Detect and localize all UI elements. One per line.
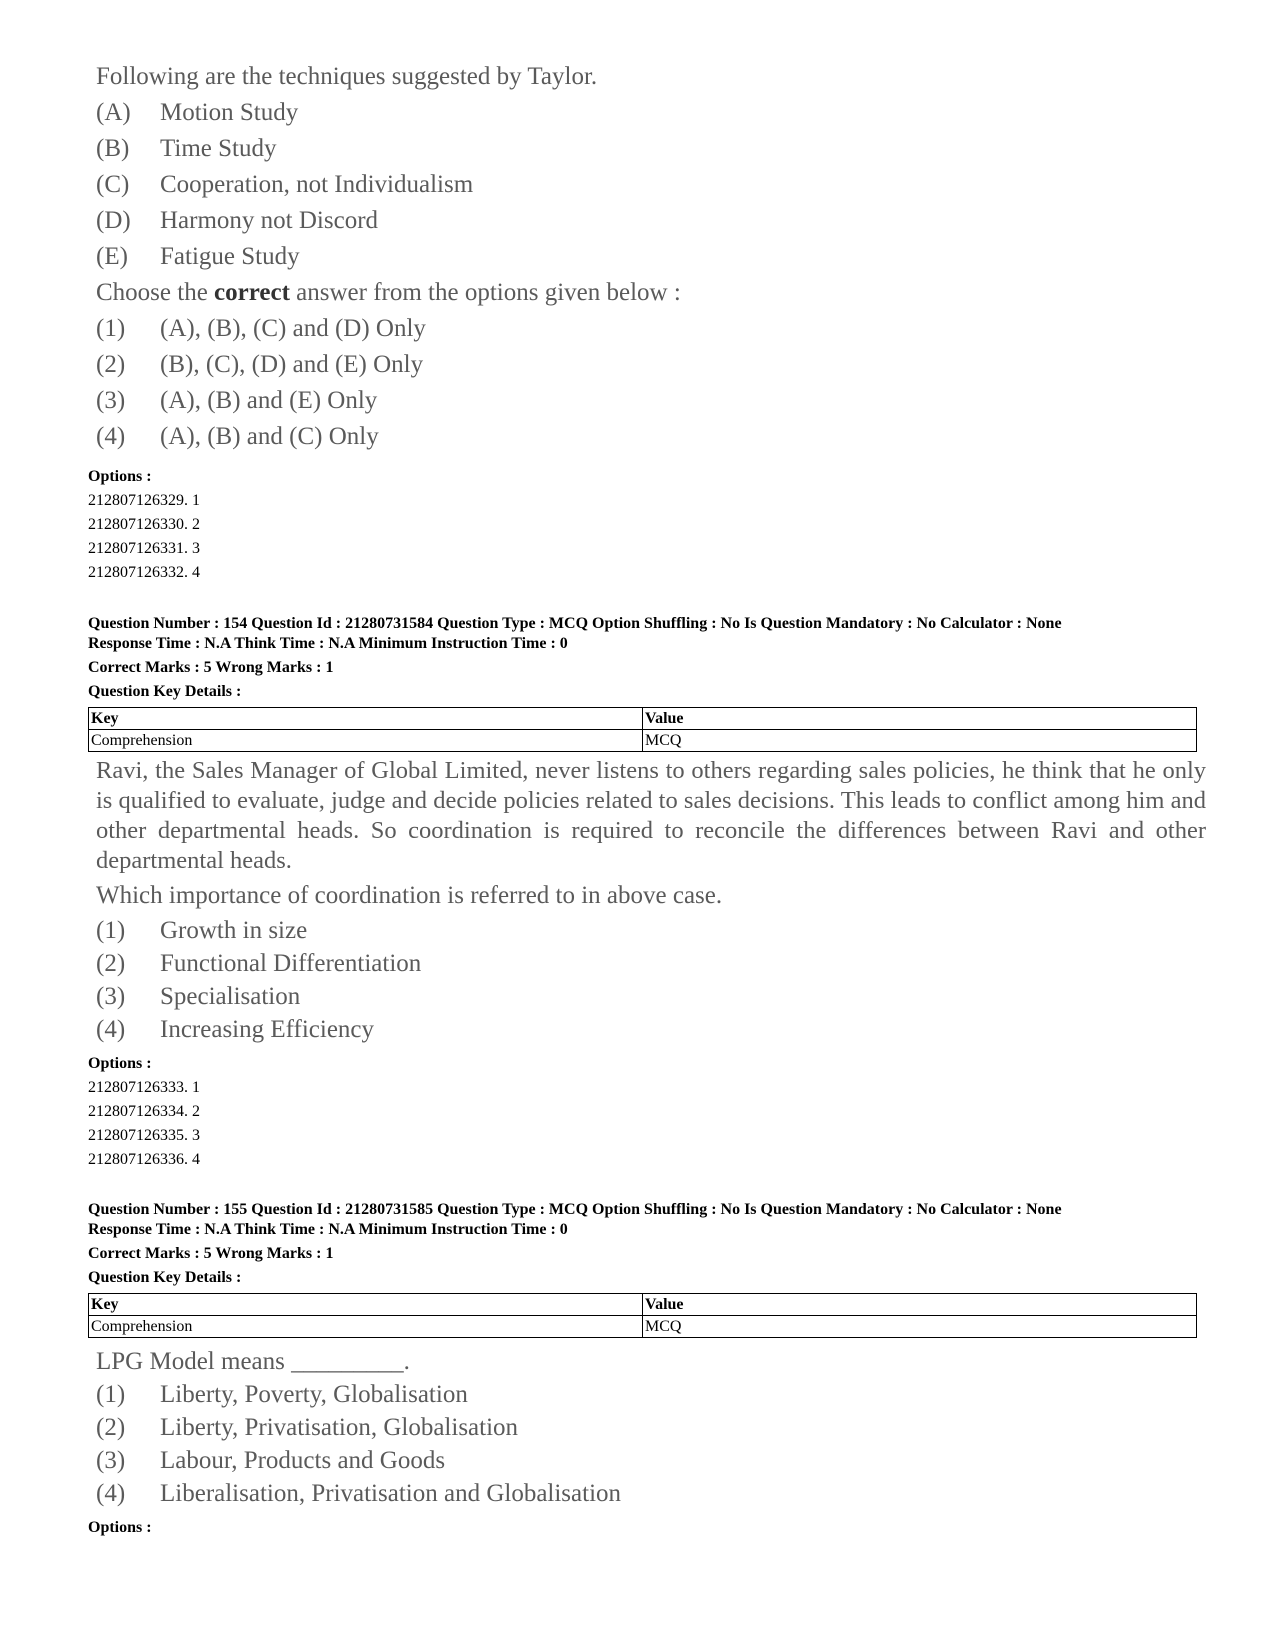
item-label: (C) xyxy=(96,171,130,198)
table-cell-value: MCQ xyxy=(643,730,1197,752)
key-details-label: Question Key Details : xyxy=(88,1269,242,1286)
q155-answer-4 xyxy=(96,1477,621,1510)
instruction-post: answer from the options given below : xyxy=(289,279,681,306)
option-id: 212807126329. 1 xyxy=(88,492,200,509)
item-label: (A) xyxy=(96,99,131,126)
key-details-label: Question Key Details : xyxy=(88,683,242,700)
answer-text: Liberty, Privatisation, Globalisation xyxy=(160,1414,519,1441)
q155-answer-1 xyxy=(96,1378,621,1411)
answer-label: (1) xyxy=(96,917,126,944)
answer-text: (A), (B) and (E) Only xyxy=(160,387,378,414)
q155-question-image xyxy=(96,1345,621,1510)
q155-answer-2 xyxy=(96,1411,621,1444)
item-label: (E) xyxy=(96,243,128,270)
q153-answer-3 xyxy=(96,383,681,419)
answer-label: (4) xyxy=(96,1480,126,1507)
item-text: Motion Study xyxy=(160,99,299,126)
answer-label: (3) xyxy=(96,1447,126,1474)
option-id: 212807126331. 3 xyxy=(88,540,200,557)
marks-line: Correct Marks : 5 Wrong Marks : 1 xyxy=(88,659,334,676)
answer-label: (3) xyxy=(96,983,126,1010)
table-header-value: Value xyxy=(643,708,1197,730)
answer-text: (B), (C), (D) and (E) Only xyxy=(160,351,424,378)
answer-text: Liberalisation, Privatisation and Globalisation xyxy=(160,1480,622,1507)
q153-options xyxy=(88,465,200,585)
q154-passage: Ravi, the Sales Manager of Global Limited, never listens to others regarding sales policies, he think that he only is qualified to evaluate, judge and decide policies related to sales decisions. This leads to conflict among him and other departmental heads. So coordination is required to reconcile the differences between Ravi and other departmental heads. xyxy=(96,757,1206,874)
answer-text: Growth in size xyxy=(160,917,308,944)
q154-question-image xyxy=(96,756,1206,1046)
item-text: Cooperation, not Individualism xyxy=(160,171,474,198)
answer-text: Functional Differentiation xyxy=(160,950,422,977)
option-id: 212807126332. 4 xyxy=(88,564,200,581)
q153-question-image xyxy=(96,59,681,455)
option-id: 212807126336. 4 xyxy=(88,1151,200,1168)
answer-label: (3) xyxy=(96,387,126,414)
q153-instruction xyxy=(96,275,681,311)
q154-answer-1 xyxy=(96,914,1206,947)
marks-line: Correct Marks : 5 Wrong Marks : 1 xyxy=(88,1245,334,1262)
item-label: (D) xyxy=(96,207,131,234)
q154-options xyxy=(88,1052,200,1172)
answer-text: Increasing Efficiency xyxy=(160,1016,375,1043)
answer-text: Labour, Products and Goods xyxy=(160,1447,446,1474)
answer-text: Liberty, Poverty, Globalisation xyxy=(160,1381,468,1408)
question-meta-line2: Response Time : N.A Think Time : N.A Minimum Instruction Time : 0 xyxy=(88,635,568,652)
item-text: Time Study xyxy=(160,135,277,162)
answer-text: Specialisation xyxy=(160,983,301,1010)
instruction-bold: correct xyxy=(214,279,290,306)
options-label: Options : xyxy=(88,1055,152,1072)
item-text: Harmony not Discord xyxy=(160,207,379,234)
q153-answer-1 xyxy=(96,311,681,347)
table-header-value: Value xyxy=(643,1294,1197,1316)
answer-label: (2) xyxy=(96,950,126,977)
q155-answer-3 xyxy=(96,1444,621,1477)
q155-options xyxy=(88,1516,152,1540)
q154-meta xyxy=(88,614,1062,702)
option-id: 212807126333. 1 xyxy=(88,1079,200,1096)
q153-item-e xyxy=(96,239,681,275)
option-id: 212807126330. 2 xyxy=(88,516,200,533)
q154-answer-2 xyxy=(96,947,1206,980)
q155-key-table xyxy=(88,1293,1197,1338)
answer-text: (A), (B), (C) and (D) Only xyxy=(160,315,426,342)
q153-answer-4 xyxy=(96,419,681,455)
instruction-pre: Choose the xyxy=(96,279,215,306)
question-meta-line1: Question Number : 154 Question Id : 21280731584 Question Type : MCQ Option Shuffling : No Is Question Mandatory : No Calculator : None xyxy=(88,615,1062,632)
answer-label: (2) xyxy=(96,1414,126,1441)
table-cell-value: MCQ xyxy=(643,1316,1197,1338)
options-label: Options : xyxy=(88,1519,152,1536)
question-meta-line2: Response Time : N.A Think Time : N.A Minimum Instruction Time : 0 xyxy=(88,1221,568,1238)
question-meta-line1: Question Number : 155 Question Id : 21280731585 Question Type : MCQ Option Shuffling : No Is Question Mandatory : No Calculator : None xyxy=(88,1201,1062,1218)
table-header-key: Key xyxy=(89,1294,643,1316)
q153-item-d xyxy=(96,203,681,239)
q155-question: LPG Model means _________. xyxy=(96,1348,410,1375)
q153-item-c xyxy=(96,167,681,203)
answer-label: (1) xyxy=(96,1381,126,1408)
option-id: 212807126334. 2 xyxy=(88,1103,200,1120)
q153-intro: Following are the techniques suggested by Taylor. xyxy=(96,63,598,90)
answer-text: (A), (B) and (C) Only xyxy=(160,423,379,450)
q154-key-table xyxy=(88,707,1197,752)
answer-label: (2) xyxy=(96,351,126,378)
q154-answer-3 xyxy=(96,980,1206,1013)
q154-question: Which importance of coordination is referred to in above case. xyxy=(96,882,723,909)
table-cell-key: Comprehension xyxy=(89,730,643,752)
q153-item-b xyxy=(96,131,681,167)
table-header-key: Key xyxy=(89,708,643,730)
q154-answer-4 xyxy=(96,1013,1206,1046)
q153-answer-2 xyxy=(96,347,681,383)
q155-meta xyxy=(88,1200,1062,1288)
q153-item-a xyxy=(96,95,681,131)
item-text: Fatigue Study xyxy=(160,243,300,270)
options-label: Options : xyxy=(88,468,152,485)
item-label: (B) xyxy=(96,135,130,162)
answer-label: (4) xyxy=(96,423,126,450)
option-id: 212807126335. 3 xyxy=(88,1127,200,1144)
answer-label: (1) xyxy=(96,315,126,342)
answer-label: (4) xyxy=(96,1016,126,1043)
table-cell-key: Comprehension xyxy=(89,1316,643,1338)
